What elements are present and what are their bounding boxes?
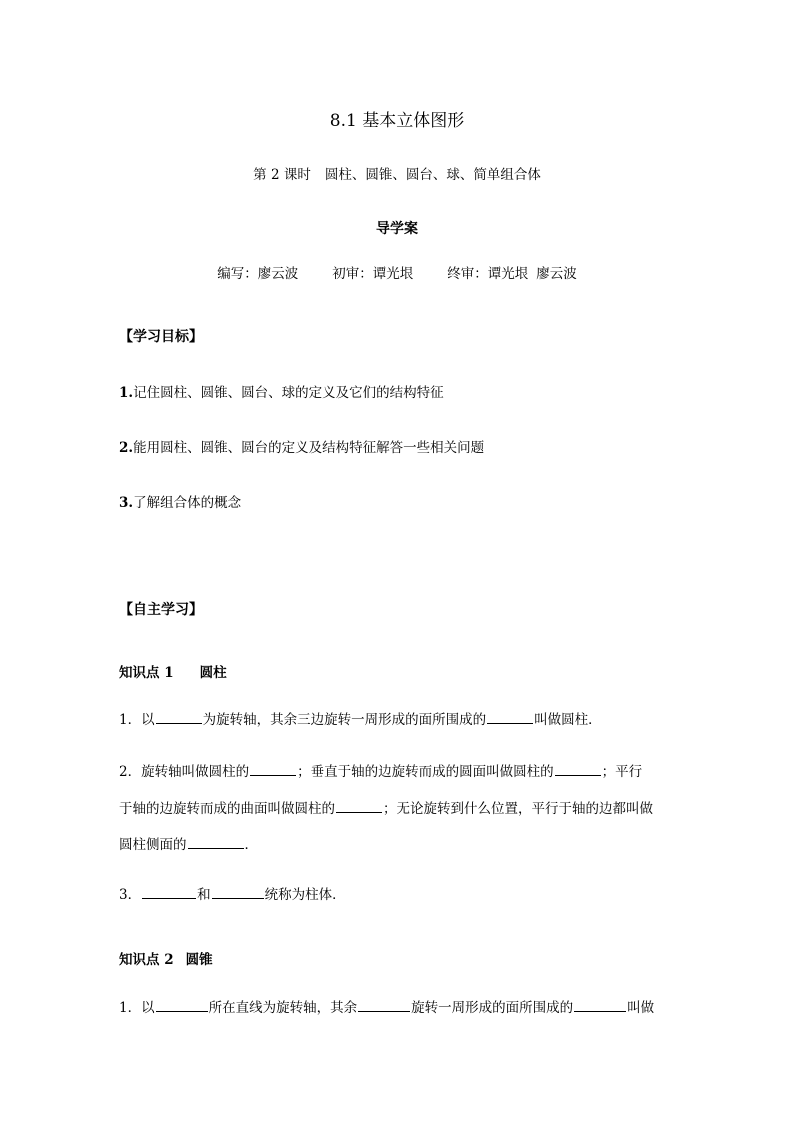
text-run: 1．以 (119, 712, 155, 728)
text-run: 所在直线为旋转轴，其余 (208, 1000, 358, 1016)
kp1-question-2-line2 (119, 797, 653, 817)
text-run: 为旋转轴，其余三边旋转一周形成的面所围成的 (202, 712, 487, 728)
self-study-heading: 【自主学习】 (119, 602, 203, 618)
lesson-number: 第 2 课时 (253, 167, 311, 183)
objective-number: 2. (119, 440, 134, 456)
text-run: 圆柱侧面的 (119, 837, 187, 853)
knowledge-point-label: 知识点 2 (119, 952, 174, 968)
knowledge-point-label: 知识点 1 (119, 665, 174, 681)
fill-blank[interactable] (188, 836, 244, 849)
text-run: ；无论旋转到什么位置，平行于轴的边都叫做 (383, 801, 653, 817)
objective-item (119, 491, 241, 511)
text-run: 叫做圆柱． (534, 712, 602, 728)
knowledge-point-name: 圆锥 (185, 952, 213, 968)
objectives-heading: 【学习目标】 (119, 329, 203, 345)
objective-text: 记住圆柱、圆锥、圆台、球的定义及它们的结构特征 (133, 385, 444, 401)
final-review-credit-2: 廖云波 (536, 266, 577, 282)
fill-blank[interactable] (358, 999, 410, 1012)
guide-label: 导学案 (376, 221, 418, 237)
objective-text: 能用圆柱、圆锥、圆台的定义及结构特征解答一些相关问题 (133, 440, 485, 456)
text-run: 旋转一周形成的面所围成的 (411, 1000, 574, 1016)
lesson-topic: 圆柱、圆锥、圆台、球、简单组合体 (324, 167, 541, 183)
objective-number: 3. (119, 495, 134, 511)
kp2-question-1 (119, 996, 654, 1016)
fill-blank[interactable] (142, 886, 196, 899)
fill-blank[interactable] (156, 999, 208, 1012)
text-run: ． (244, 837, 258, 853)
knowledge-point-2 (119, 948, 213, 968)
first-review-credit: 初审：谭光垠 (332, 266, 414, 282)
objective-item (119, 381, 444, 401)
lesson-subtitle (0, 163, 794, 183)
text-run: ；平行 (601, 764, 643, 780)
fill-blank[interactable] (250, 763, 296, 776)
text-run: ；垂直于轴的边旋转而成的圆面叫做圆柱的 (297, 764, 554, 780)
knowledge-point-1 (119, 661, 227, 681)
fill-blank[interactable] (574, 999, 626, 1012)
fill-blank[interactable] (487, 711, 533, 724)
kp1-question-2-line1 (119, 760, 642, 780)
kp1-question-2-line3 (119, 833, 258, 853)
objective-number: 1. (119, 385, 134, 401)
text-run: 和 (197, 887, 211, 903)
knowledge-point-name: 圆柱 (199, 665, 227, 681)
text-run: 2．旋转轴叫做圆柱的 (119, 764, 250, 780)
kp1-question-3 (119, 883, 346, 903)
fill-blank[interactable] (555, 763, 601, 776)
final-review-credit: 终审：谭光垠 (447, 266, 529, 282)
text-run: 统称为柱体． (264, 887, 346, 903)
page-title: 8.1 基本立体图形 (329, 111, 465, 131)
fill-blank[interactable] (336, 800, 382, 813)
staff-credits (0, 262, 794, 282)
fill-blank[interactable] (212, 886, 264, 899)
kp1-question-1 (119, 708, 602, 728)
text-run: 3． (119, 887, 142, 903)
text-run: 叫做 (627, 1000, 655, 1016)
author-credit: 编写：廖云波 (217, 266, 299, 282)
text-run: 于轴的边旋转而成的曲面叫做圆柱的 (119, 801, 335, 817)
objective-text: 了解组合体的概念 (133, 495, 242, 511)
fill-blank[interactable] (156, 711, 202, 724)
text-run: 1．以 (119, 1000, 155, 1016)
objective-item (119, 436, 484, 456)
